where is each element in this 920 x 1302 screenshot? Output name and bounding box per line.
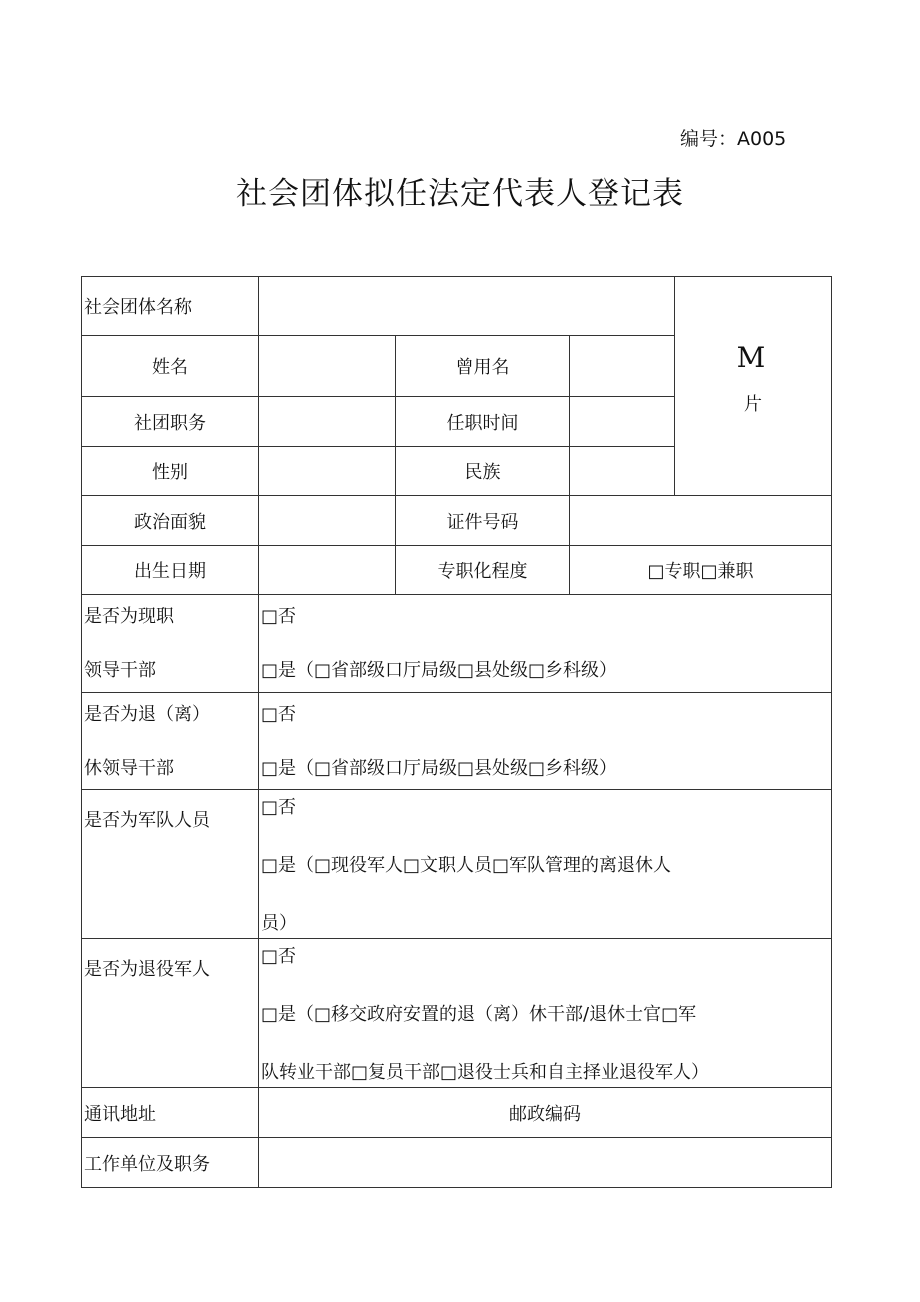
retired-leader-label-line1: 是否为退（离）: [84, 704, 210, 725]
retired-leader-label-line2: 休领导干部: [84, 758, 174, 779]
id-number-label: 证件号码: [396, 496, 570, 546]
work-field[interactable]: [259, 1138, 832, 1188]
military-options[interactable]: [259, 790, 832, 939]
name-label: 姓名: [82, 336, 259, 397]
id-number-field[interactable]: [570, 496, 832, 546]
political-label: 政治面貌: [82, 496, 259, 546]
military-yes-line2: 员）: [261, 913, 297, 934]
retired-leader-label: [82, 693, 259, 790]
current-leader-label-line1: 是否为现职: [84, 606, 174, 627]
veteran-yes-line2: 队转业干部□复员干部□退役士兵和自主择业退役军人）: [261, 1062, 710, 1083]
birth-label: 出生日期: [82, 546, 259, 595]
current-leader-yes[interactable]: □是（□省部级口厅局级□县处级□乡科级）: [261, 660, 618, 681]
position-field[interactable]: [259, 397, 396, 447]
org-name-label: 社会团体名称: [82, 277, 259, 336]
photo-m: M: [736, 341, 766, 374]
name-field[interactable]: [259, 336, 396, 397]
position-label: 社团职务: [82, 397, 259, 447]
current-leader-label-line2: 领导干部: [84, 660, 156, 681]
veteran-options[interactable]: [259, 939, 832, 1088]
political-field[interactable]: [259, 496, 396, 546]
veteran-yes-line1[interactable]: □是（□移交政府安置的退（离）休干部/退休士官□军: [261, 1004, 697, 1025]
retired-leader-no[interactable]: □否: [261, 704, 297, 725]
photo-box[interactable]: [675, 277, 832, 496]
ethnicity-label: 民族: [396, 447, 570, 496]
tenure-label: 任职时间: [396, 397, 570, 447]
birth-field[interactable]: [259, 546, 396, 595]
veteran-no[interactable]: □否: [261, 946, 297, 967]
military-yes-line1[interactable]: □是（□现役军人□文职人员□军队管理的离退休人: [261, 855, 672, 876]
gender-label: 性别: [82, 447, 259, 496]
veteran-label: [82, 939, 259, 1088]
current-leader-options[interactable]: [259, 595, 832, 693]
military-label: [82, 790, 259, 939]
current-leader-label: [82, 595, 259, 693]
form-code: 编号：A005: [680, 128, 787, 150]
current-leader-no[interactable]: □否: [261, 606, 297, 627]
former-name-field[interactable]: [570, 336, 675, 397]
former-name-label: 曾用名: [396, 336, 570, 397]
fulltime-level-label: 专职化程度: [396, 546, 570, 595]
page-title: 社会团体拟任法定代表人登记表: [236, 176, 684, 212]
retired-leader-yes[interactable]: □是（□省部级口厅局级□县处级□乡科级）: [261, 758, 618, 779]
address-label: 通讯地址: [82, 1088, 259, 1138]
retired-leader-options[interactable]: [259, 693, 832, 790]
veteran-label-text: 是否为退役军人: [84, 959, 210, 980]
military-label-text: 是否为军队人员: [84, 810, 210, 831]
postcode-label[interactable]: 邮政编码: [259, 1088, 832, 1138]
military-no[interactable]: □否: [261, 797, 297, 818]
work-label: 工作单位及职务: [82, 1138, 259, 1188]
ethnicity-field[interactable]: [570, 447, 675, 496]
photo-label: 片: [744, 394, 763, 415]
gender-field[interactable]: [259, 447, 396, 496]
org-name-field[interactable]: [259, 277, 675, 336]
registration-table: [81, 276, 832, 1188]
tenure-field[interactable]: [570, 397, 675, 447]
fulltime-options[interactable]: □专职□兼职: [570, 546, 832, 595]
